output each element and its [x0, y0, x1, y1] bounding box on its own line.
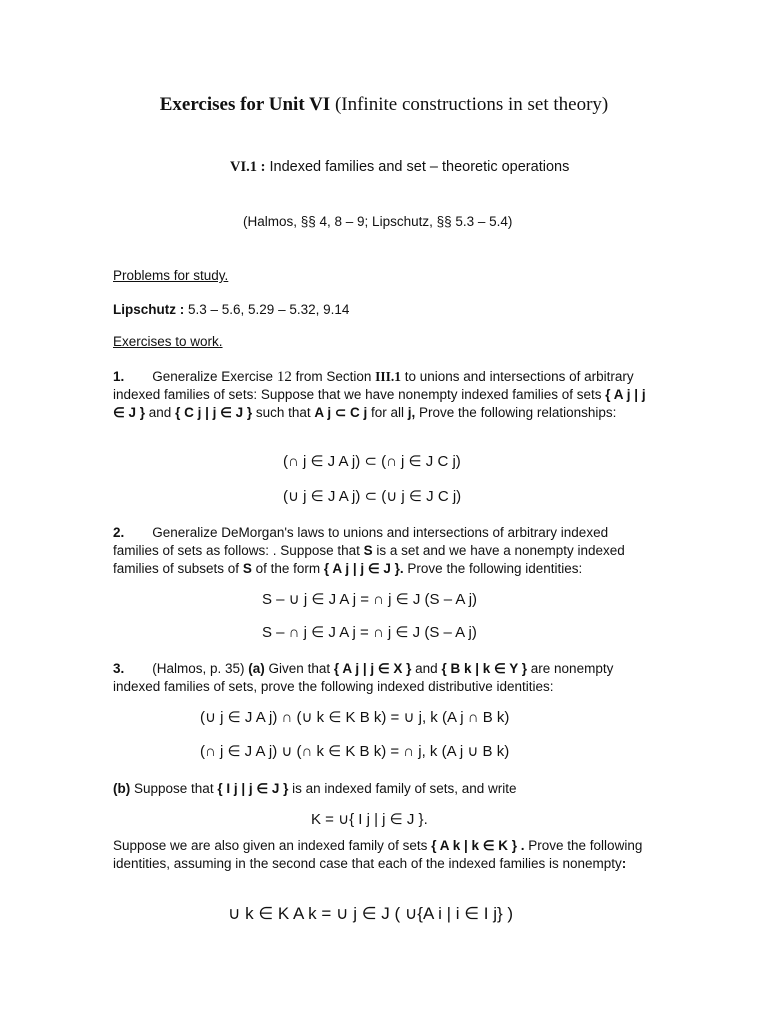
exercise-3-equation-K: K = ∪{ I j | j ∈ J }. — [311, 811, 428, 828]
exercise-3b-text-2: Suppose we are also given an indexed family of sets { A k | k ∈ K } . Prove the following identities, assuming in the second case that each of the indexed families is nonempty: — [113, 838, 643, 871]
study-heading: Problems for study. — [113, 268, 229, 283]
exercise-1-equation-2: (∪ j ∈ J A j) ⊂ (∪ j ∈ J C j) — [283, 488, 462, 505]
exercise-1-equation-1: (∩ j ∈ J A j) ⊂ (∩ j ∈ J C j) — [283, 453, 461, 470]
section-heading: VI.1 : Indexed families and set – theoretic operations — [230, 159, 570, 175]
exercise-3-equation-1: (∪ j ∈ J A j) ∩ (∪ k ∈ K B k) = ∪ j, k (A j ∩ B k) — [200, 709, 510, 726]
exercise-3b-text: (b) Suppose that { I j | j ∈ J } is an indexed family of sets, and write — [113, 781, 517, 796]
exercise-2-text: 2. Generalize DeMorgan's laws to unions and intersections of arbitrary indexed families of sets as follows: . Suppose that S is a set and we have a nonempty indexed families of subsets of S of the form { A j | j ∈ J }. Prove the following identities: — [113, 525, 625, 576]
exercise-3-equation-3: ∪ k ∈ K A k = ∪ j ∈ J ( ∪{A i | i ∈ I j} ) — [228, 904, 514, 923]
exercise-2-equation-1: S – ∪ j ∈ J A j = ∩ j ∈ J (S – A j) — [262, 591, 478, 608]
lipschutz-problems: Lipschutz : 5.3 – 5.6, 5.29 – 5.32, 9.14 — [113, 302, 350, 317]
references: (Halmos, §§ 4, 8 – 9; Lipschutz, §§ 5.3 – 5.4) — [243, 214, 513, 229]
exercise-3-equation-2: (∩ j ∈ J A j) ∪ (∩ k ∈ K B k) = ∩ j, k (A j ∪ B k) — [200, 743, 510, 760]
exercise-1-text: 1. Generalize Exercise 12 from Section III.1 to unions and intersections of arbitrary indexed families of sets: Suppose that we have nonempty indexed families of sets { A j | j ∈ J } and { C j | j ∈ J } such that A j ⊂ C j for all j, Prove the following relationships: — [113, 369, 646, 420]
exercise-2-equation-2: S – ∩ j ∈ J A j = ∩ j ∈ J (S – A j) — [262, 624, 477, 641]
exercise-3a-text: 3. (Halmos, p. 35) (a) Given that { A j | j ∈ X } and { B k | k ∈ Y } are nonempty indexed families of sets, prove the following indexed distributive identities: — [113, 661, 614, 694]
page-title: Exercises for Unit VI (Infinite constructions in set theory) — [159, 94, 609, 115]
section-number: VI.1 : — [230, 159, 266, 175]
work-heading: Exercises to work. — [113, 334, 223, 349]
